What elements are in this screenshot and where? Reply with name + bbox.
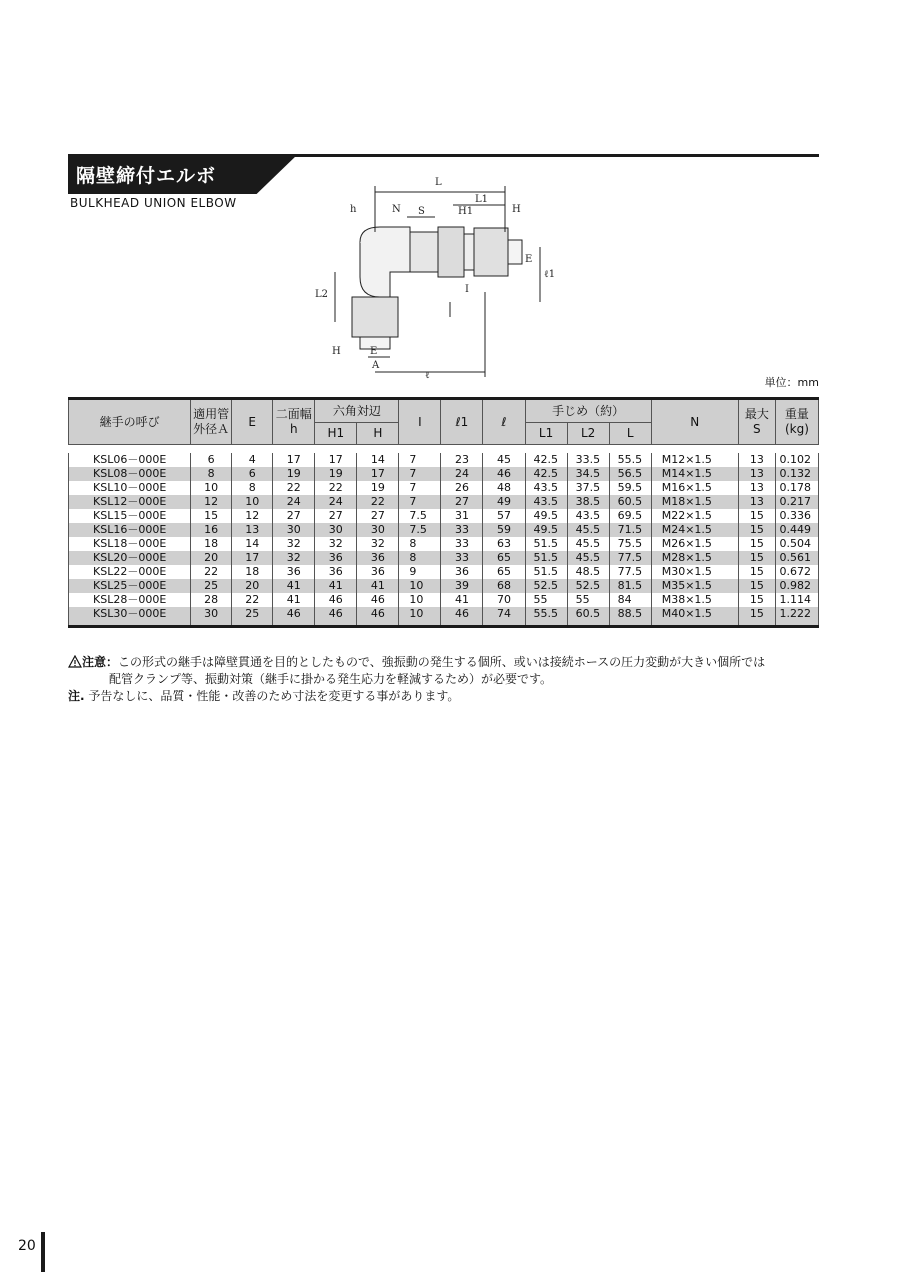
cell-h: 32 — [273, 551, 315, 565]
cell-wt: 0.504 — [775, 537, 818, 551]
note-label: 注. — [68, 689, 85, 703]
cell-l: 48 — [483, 481, 525, 495]
cell-S: 15 — [738, 593, 775, 607]
cell-S: 15 — [738, 509, 775, 523]
warning-icon — [68, 655, 82, 668]
dim-A: A — [372, 360, 380, 371]
header-H: H — [357, 423, 399, 445]
dim-L: L — [435, 177, 442, 188]
cell-wt: 0.132 — [775, 467, 818, 481]
cell-E: 20 — [232, 579, 273, 593]
cell-H: 36 — [357, 565, 399, 579]
cell-E: 14 — [232, 537, 273, 551]
cell-I: 9 — [399, 565, 441, 579]
dim-H-top: H — [512, 204, 521, 215]
table-row — [69, 551, 819, 565]
cell-N: M16×1.5 — [651, 481, 738, 495]
cell-name: KSL06－000E — [69, 453, 191, 467]
cell-L: 77.5 — [609, 565, 651, 579]
cell-E: 4 — [232, 453, 273, 467]
cell-L2: 38.5 — [567, 495, 609, 509]
cell-H1: 46 — [315, 607, 357, 627]
cell-E: 22 — [232, 593, 273, 607]
cell-I: 7.5 — [399, 523, 441, 537]
cell-A: 18 — [191, 537, 232, 551]
cell-A: 10 — [191, 481, 232, 495]
cell-L: 60.5 — [609, 495, 651, 509]
cell-wt: 0.672 — [775, 565, 818, 579]
table-row — [69, 523, 819, 537]
header-H1: H1 — [315, 423, 357, 445]
caution-text-2: 配管クランプ等、振動対策（継手に掛かる発生応力を軽減するため）が必要です。 — [109, 672, 553, 686]
cell-H: 27 — [357, 509, 399, 523]
cell-H: 46 — [357, 607, 399, 627]
cell-h: 41 — [273, 593, 315, 607]
cell-l: 57 — [483, 509, 525, 523]
cell-S: 15 — [738, 565, 775, 579]
table-row — [69, 593, 819, 607]
cell-L1: 42.5 — [525, 453, 567, 467]
cell-h: 22 — [273, 481, 315, 495]
cell-l1: 33 — [441, 551, 483, 565]
cell-L1: 43.5 — [525, 495, 567, 509]
cell-A: 12 — [191, 495, 232, 509]
cell-L: 55.5 — [609, 453, 651, 467]
cell-A: 22 — [191, 565, 232, 579]
cell-S: 15 — [738, 579, 775, 593]
cell-L: 59.5 — [609, 481, 651, 495]
cell-S: 15 — [738, 607, 775, 627]
cell-H: 41 — [357, 579, 399, 593]
cell-E: 10 — [232, 495, 273, 509]
cell-L1: 52.5 — [525, 579, 567, 593]
cell-L1: 42.5 — [525, 467, 567, 481]
cell-I: 7 — [399, 453, 441, 467]
cell-h: 32 — [273, 537, 315, 551]
cell-A: 8 — [191, 467, 232, 481]
dim-ell1: ℓ1 — [544, 269, 556, 280]
header-name: 継手の呼び — [69, 399, 191, 445]
cell-name: KSL16－000E — [69, 523, 191, 537]
cell-h: 30 — [273, 523, 315, 537]
cell-l1: 24 — [441, 467, 483, 481]
cell-l1: 23 — [441, 453, 483, 467]
cell-name: KSL22－000E — [69, 565, 191, 579]
general-note — [68, 688, 828, 705]
dim-H-bottom: H — [332, 346, 341, 357]
cell-wt: 1.222 — [775, 607, 818, 627]
cell-S: 15 — [738, 523, 775, 537]
cell-N: M30×1.5 — [651, 565, 738, 579]
cell-I: 10 — [399, 593, 441, 607]
cell-I: 7 — [399, 481, 441, 495]
cell-l: 46 — [483, 467, 525, 481]
table-row — [69, 453, 819, 467]
cell-S: 13 — [738, 453, 775, 467]
cell-h: 41 — [273, 579, 315, 593]
cell-name: KSL15－000E — [69, 509, 191, 523]
cell-L2: 60.5 — [567, 607, 609, 627]
note-text: 予告なしに、品質・性能・改善のため寸法を変更する事があります。 — [88, 689, 460, 703]
caution-label: 注意： — [82, 655, 119, 669]
cell-name: KSL18－000E — [69, 537, 191, 551]
cell-L: 84 — [609, 593, 651, 607]
cell-l: 70 — [483, 593, 525, 607]
cell-l: 65 — [483, 551, 525, 565]
cell-A: 16 — [191, 523, 232, 537]
header-od: 適用管 外径Ａ — [191, 399, 232, 445]
cell-H1: 19 — [315, 467, 357, 481]
table-row — [69, 607, 819, 627]
header-L2: L2 — [567, 423, 609, 445]
cell-L: 71.5 — [609, 523, 651, 537]
dim-L1: L1 — [475, 194, 489, 205]
cell-H: 32 — [357, 537, 399, 551]
cell-l1: 41 — [441, 593, 483, 607]
cell-l1: 27 — [441, 495, 483, 509]
cell-N: M12×1.5 — [651, 453, 738, 467]
table-row — [69, 579, 819, 593]
header-S: 最大 S — [738, 399, 775, 445]
cell-I: 7 — [399, 495, 441, 509]
header-L: L — [609, 423, 651, 445]
header-hex: 六角対辺 — [315, 399, 399, 423]
cell-S: 13 — [738, 481, 775, 495]
cell-E: 18 — [232, 565, 273, 579]
cell-L2: 34.5 — [567, 467, 609, 481]
cell-name: KSL28－000E — [69, 593, 191, 607]
cell-S: 13 — [738, 467, 775, 481]
cell-A: 20 — [191, 551, 232, 565]
caution-note — [68, 654, 828, 671]
cell-L1: 43.5 — [525, 481, 567, 495]
cell-H1: 27 — [315, 509, 357, 523]
cell-L2: 37.5 — [567, 481, 609, 495]
cell-H: 14 — [357, 453, 399, 467]
cell-S: 15 — [738, 537, 775, 551]
cell-H: 17 — [357, 467, 399, 481]
cell-N: M40×1.5 — [651, 607, 738, 627]
cell-L: 81.5 — [609, 579, 651, 593]
cell-wt: 0.102 — [775, 453, 818, 467]
cell-L2: 52.5 — [567, 579, 609, 593]
cell-name: KSL20－000E — [69, 551, 191, 565]
cell-A: 15 — [191, 509, 232, 523]
cell-I: 8 — [399, 537, 441, 551]
cell-h: 46 — [273, 607, 315, 627]
cell-L1: 51.5 — [525, 565, 567, 579]
dim-E-right: E — [525, 254, 533, 265]
cell-l: 63 — [483, 537, 525, 551]
cell-L1: 49.5 — [525, 509, 567, 523]
dim-E-bottom: E — [370, 346, 378, 357]
cell-H1: 17 — [315, 453, 357, 467]
table-row — [69, 537, 819, 551]
header-weight: 重量 (kg) — [775, 399, 818, 445]
cell-A: 6 — [191, 453, 232, 467]
cell-H: 30 — [357, 523, 399, 537]
section-subtitle: BULKHEAD UNION ELBOW — [70, 196, 237, 210]
cell-N: M18×1.5 — [651, 495, 738, 509]
cell-L2: 45.5 — [567, 551, 609, 565]
dim-N: N — [392, 204, 401, 215]
cell-H1: 22 — [315, 481, 357, 495]
cell-I: 8 — [399, 551, 441, 565]
cell-name: KSL10－000E — [69, 481, 191, 495]
cell-l: 65 — [483, 565, 525, 579]
cell-E: 8 — [232, 481, 273, 495]
cell-I: 7.5 — [399, 509, 441, 523]
dim-I: I — [465, 284, 469, 295]
cell-name: KSL25－000E — [69, 579, 191, 593]
cell-name: KSL08－000E — [69, 467, 191, 481]
dim-ell: ℓ — [425, 370, 430, 381]
cell-N: M28×1.5 — [651, 551, 738, 565]
cell-L2: 43.5 — [567, 509, 609, 523]
cell-l1: 26 — [441, 481, 483, 495]
cell-E: 25 — [232, 607, 273, 627]
cell-L2: 33.5 — [567, 453, 609, 467]
cell-name: KSL12－000E — [69, 495, 191, 509]
cell-l1: 33 — [441, 523, 483, 537]
header-l1: ℓ1 — [441, 399, 483, 445]
cell-l1: 31 — [441, 509, 483, 523]
cell-l1: 33 — [441, 537, 483, 551]
cell-E: 12 — [232, 509, 273, 523]
cell-l: 59 — [483, 523, 525, 537]
cell-H1: 30 — [315, 523, 357, 537]
header-hand: 手じめ（約） — [525, 399, 651, 423]
header-N: N — [651, 399, 738, 445]
page-number: 20 — [18, 1238, 36, 1254]
table-row — [69, 481, 819, 495]
dim-L2: L2 — [315, 289, 329, 300]
cell-L: 88.5 — [609, 607, 651, 627]
section-title: 隔壁締付エルボ — [76, 165, 217, 187]
cell-N: M24×1.5 — [651, 523, 738, 537]
cell-H1: 36 — [315, 565, 357, 579]
cell-l1: 39 — [441, 579, 483, 593]
notes — [68, 654, 828, 705]
table-row — [69, 565, 819, 579]
cell-L2: 48.5 — [567, 565, 609, 579]
cell-wt: 0.561 — [775, 551, 818, 565]
cell-N: M38×1.5 — [651, 593, 738, 607]
cell-N: M22×1.5 — [651, 509, 738, 523]
cell-I: 7 — [399, 467, 441, 481]
cell-l1: 46 — [441, 607, 483, 627]
cell-H: 46 — [357, 593, 399, 607]
cell-l: 49 — [483, 495, 525, 509]
cell-S: 15 — [738, 551, 775, 565]
unit-label: 単位：mm — [764, 376, 819, 389]
cell-N: M26×1.5 — [651, 537, 738, 551]
cell-wt: 0.336 — [775, 509, 818, 523]
cell-L: 77.5 — [609, 551, 651, 565]
header-I: I — [399, 399, 441, 445]
cell-H1: 36 — [315, 551, 357, 565]
cell-H1: 41 — [315, 579, 357, 593]
cell-h: 17 — [273, 453, 315, 467]
cell-H: 36 — [357, 551, 399, 565]
cell-H1: 32 — [315, 537, 357, 551]
cell-N: M14×1.5 — [651, 467, 738, 481]
cell-L1: 49.5 — [525, 523, 567, 537]
dim-h: h — [350, 204, 357, 215]
cell-L1: 51.5 — [525, 551, 567, 565]
cell-A: 28 — [191, 593, 232, 607]
header-L1: L1 — [525, 423, 567, 445]
cell-l1: 36 — [441, 565, 483, 579]
cell-wt: 1.114 — [775, 593, 818, 607]
cell-wt: 0.982 — [775, 579, 818, 593]
cell-wt: 0.217 — [775, 495, 818, 509]
cell-H: 22 — [357, 495, 399, 509]
cell-H1: 24 — [315, 495, 357, 509]
spec-table — [68, 397, 819, 628]
cell-wt: 0.178 — [775, 481, 818, 495]
cell-h: 36 — [273, 565, 315, 579]
cell-h: 24 — [273, 495, 315, 509]
dim-S: S — [418, 206, 425, 217]
table-row — [69, 509, 819, 523]
page-bar — [41, 1232, 45, 1272]
cell-L: 75.5 — [609, 537, 651, 551]
header-h: 二面幅 h — [273, 399, 315, 445]
table-row — [69, 467, 819, 481]
cell-A: 30 — [191, 607, 232, 627]
cell-l: 74 — [483, 607, 525, 627]
cell-E: 13 — [232, 523, 273, 537]
cell-H1: 46 — [315, 593, 357, 607]
header-E: E — [232, 399, 273, 445]
header-l: ℓ — [483, 399, 525, 445]
cell-h: 19 — [273, 467, 315, 481]
cell-I: 10 — [399, 607, 441, 627]
cell-E: 6 — [232, 467, 273, 481]
cell-L2: 55 — [567, 593, 609, 607]
cell-l: 68 — [483, 579, 525, 593]
cell-N: M35×1.5 — [651, 579, 738, 593]
cell-S: 13 — [738, 495, 775, 509]
cell-L1: 55 — [525, 593, 567, 607]
fitting-drawing — [300, 172, 560, 387]
cell-E: 17 — [232, 551, 273, 565]
cell-name: KSL30－000E — [69, 607, 191, 627]
cell-H: 19 — [357, 481, 399, 495]
caution-text-1: この形式の継手は障壁貫通を目的としたもので、強振動の発生する個所、或いは接続ホースの圧力変動が大きい個所では — [118, 655, 766, 669]
cell-A: 25 — [191, 579, 232, 593]
cell-l: 45 — [483, 453, 525, 467]
cell-I: 10 — [399, 579, 441, 593]
cell-L1: 51.5 — [525, 537, 567, 551]
cell-L1: 55.5 — [525, 607, 567, 627]
table-row — [69, 495, 819, 509]
cell-L: 56.5 — [609, 467, 651, 481]
dim-H1: H1 — [458, 206, 474, 217]
cell-h: 27 — [273, 509, 315, 523]
cell-L: 69.5 — [609, 509, 651, 523]
cell-wt: 0.449 — [775, 523, 818, 537]
cell-L2: 45.5 — [567, 523, 609, 537]
cell-L2: 45.5 — [567, 537, 609, 551]
